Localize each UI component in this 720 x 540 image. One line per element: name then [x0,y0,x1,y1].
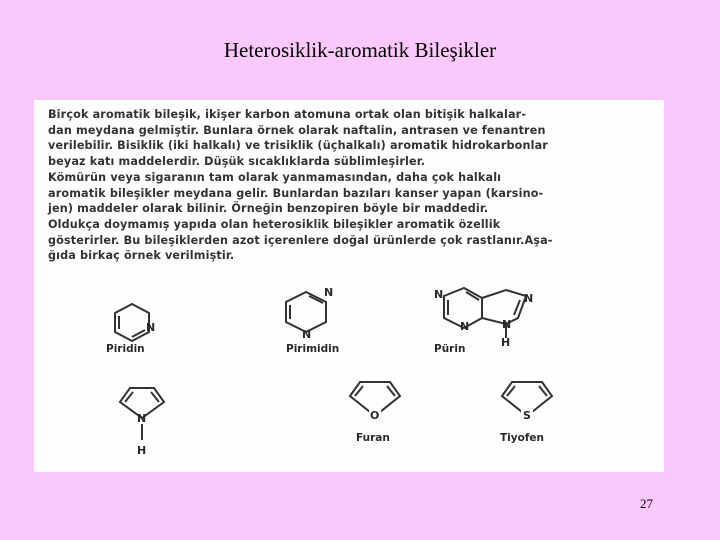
paragraph-line: Oldukça doymamış yapıda olan heterosiklik bileşikler aromatik özellik [48,217,501,231]
molecule-label-pirimidin: Pirimidin [286,343,340,355]
molecule-label-furan: Furan [356,432,390,444]
paragraph-line: Kömürün veya sigaranın tam olarak yanmamasından, daha çok halkalı [48,170,502,184]
page-number: 27 [640,496,653,511]
atom-label: N [460,320,470,333]
atom-label: O [370,409,380,422]
pirimidin-structure [274,282,354,342]
paragraph [48,107,644,264]
atom-label: N [324,286,334,299]
molecule-label-tiyofen: Tiyofen [500,432,544,444]
paragraph-line: ğıda birkaç örnek verilmiştir. [48,249,235,263]
atom-label: S [523,409,531,422]
atom-label: H [137,444,147,457]
atom-label: N [302,328,312,341]
paragraph-line: dan meydana gelmiştir. Bunlara örnek olarak naftalin, antrasen ve fenantren [48,123,546,137]
molecule-label-piridin: Piridin [106,343,145,355]
purin-structure [430,282,550,348]
furan-structure [338,378,418,426]
tiyofen-structure [490,378,570,426]
paragraph-line: jen) maddeler olarak bilinir. Örneğin benzopiren böyle bir maddedir. [48,202,489,216]
paragraph-line: Birçok aromatik bileşik, ikişer karbon atomuna ortak olan bitişik halkalar- [48,108,527,121]
molecule-label-purin: Pürin [434,343,466,355]
pirol-structure [108,382,176,460]
atom-label: N [137,412,147,425]
atom-label: H [501,336,511,348]
paragraph-line: gösterirler. Bu bileşiklerden azot içerenlere doğal ürünlerde çok rastlanır.Aşa- [48,233,553,247]
paragraph-line: beyaz katı maddelerdir. Düşük sıcaklıklarda süblimleşirler. [48,155,426,169]
atom-label: N [146,321,156,334]
atom-label: N [434,288,444,301]
atom-label: N [524,292,534,305]
scanned-textbook-page [34,100,664,472]
paragraph-line: aromatik bileşikler meydana gelir. Bunlardan bazıları kanser yapan (karsino- [48,186,544,200]
atom-label: N [502,318,512,331]
paragraph-line: verilebilir. Bisiklik (iki halkalı) ve trisiklik (üçhalkalı) aromatik hidrokarbonlar [48,139,548,153]
piridin-structure [104,298,164,348]
slide-title: Heterosiklik-aromatik Bileşikler [223,38,497,62]
